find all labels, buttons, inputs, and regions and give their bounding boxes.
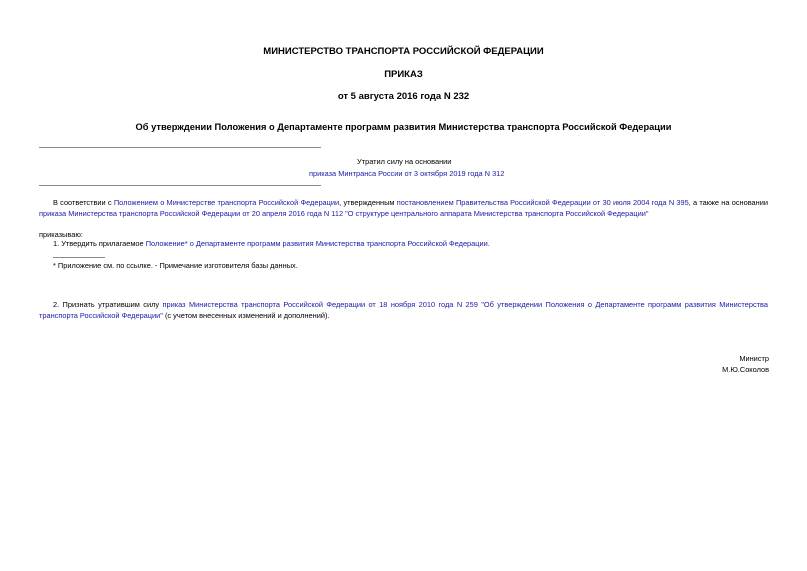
document-type: ПРИКАЗ <box>384 69 423 80</box>
preamble-text-1: В соответствии с <box>53 198 114 207</box>
item-2 <box>39 300 768 321</box>
preamble-paragraph <box>39 198 768 219</box>
repeal-order-link[interactable]: приказа Минтранса России от 3 октября 2019 года N 312 <box>309 169 505 178</box>
regulation-link[interactable]: Положение <box>145 239 185 248</box>
item-1-text-1: 1. Утвердить прилагаемое <box>53 239 146 248</box>
preamble-text-3: , а также на основании <box>688 198 768 207</box>
signature-name: М.Ю.Соколов <box>722 365 769 374</box>
ministry-heading: МИНИСТЕРСТВО ТРАНСПОРТА РОССИЙСКОЙ ФЕДЕРАЦИИ <box>263 46 544 57</box>
government-resolution-link[interactable]: постановлением Правительства Российской Федерации от 30 июля 2004 года N 395 <box>396 198 689 207</box>
signature-position: Министр <box>739 354 769 363</box>
divider-bottom <box>39 185 321 186</box>
page-title: Об утверждении Положения о Департаменте программ развития Министерства транспорта Российской Федерации <box>135 122 672 132</box>
order-word: приказываю: <box>39 230 83 239</box>
item-2-text-1: 2. Признать утратившим силу <box>53 300 163 309</box>
status-text: Утратил силу на основании <box>357 157 452 166</box>
item-1-text-2: * о Департаменте программ развития Министерства транспорта Российской Федерации. <box>184 239 490 248</box>
item-2-text-2: (с учетом внесенных изменений и дополнений). <box>162 310 330 320</box>
footnote: * Приложение см. по ссылке. - Примечание изготовителя базы данных. <box>53 261 298 270</box>
ministry-regulation-link[interactable]: Положением о Министерстве транспорта Российской Федерации <box>113 198 340 207</box>
structure-order-link[interactable]: приказа Министерства транспорта Российской Федерации от 20 апреля 2016 года N 112 "О структуре центрального аппарата Министерства транспорта Российской Федерации" <box>39 208 649 218</box>
footnote-divider <box>53 257 105 258</box>
divider-top <box>39 147 321 148</box>
item-1 <box>53 239 490 249</box>
document-date-number: от 5 августа 2016 года N 232 <box>337 91 470 102</box>
preamble-text-2: , утвержденным <box>339 198 397 207</box>
repealed-order-link[interactable]: приказ Министерства транспорта Российской Федерации от 18 ноября 2010 года N 259 "Об утверждении Положения о Департаменте программ развития Министерства транспорта Российской Федерации" <box>39 300 768 320</box>
